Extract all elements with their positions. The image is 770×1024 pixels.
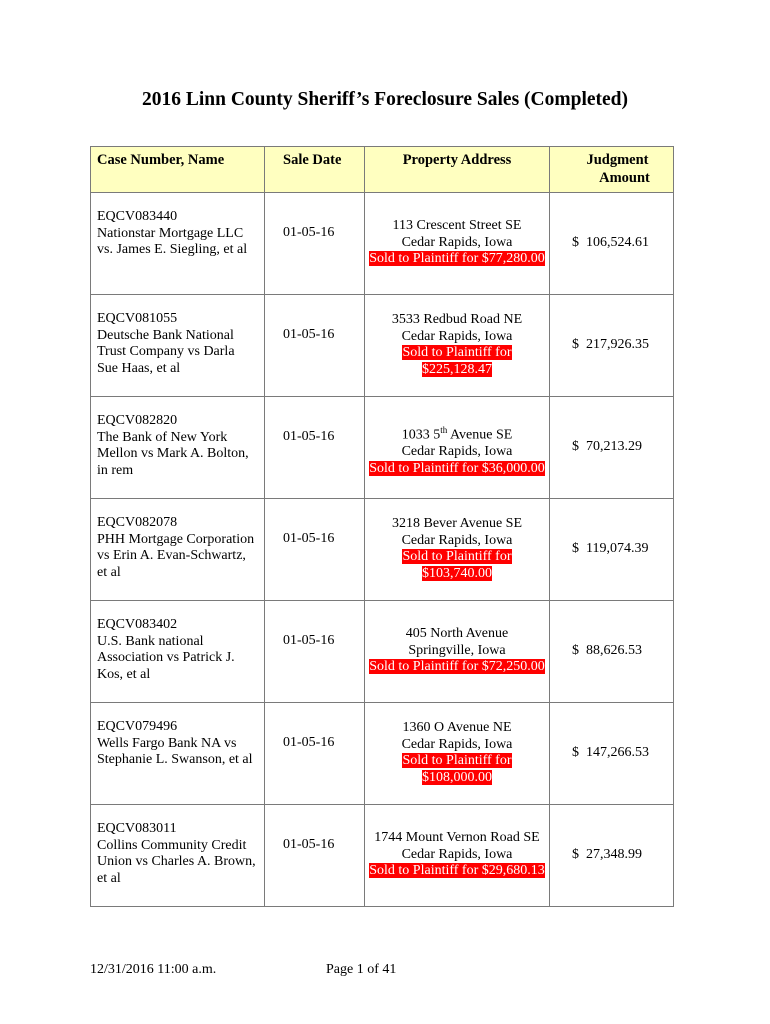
- property-city: Cedar Rapids, Iowa: [401, 328, 513, 344]
- sale-date: 01-05-16: [283, 531, 335, 546]
- property-address-cell: [365, 193, 550, 295]
- sale-date: 01-05-16: [283, 429, 335, 444]
- sold-to-plaintiff-highlight: Sold to Plaintiff for $72,250.00: [369, 659, 545, 674]
- footer-datetime: 12/31/2016 11:00 a.m.: [90, 962, 217, 977]
- ordinal-suffix: th: [440, 425, 448, 435]
- table-row: [91, 193, 674, 295]
- sale-result-line: [365, 549, 549, 566]
- sold-to-plaintiff-highlight: Sold to Plaintiff for $29,680.13: [369, 863, 545, 878]
- sold-to-plaintiff-highlight: Sold to Plaintiff for: [402, 549, 512, 564]
- case-cell: [91, 499, 265, 601]
- property-address-cell: [365, 703, 550, 805]
- property-street: 3218 Bever Avenue SE: [392, 516, 522, 531]
- judgment-amount: $ 27,348.99: [572, 847, 642, 862]
- case-party-line: The Bank of New York: [97, 429, 228, 445]
- case-cell: [91, 295, 265, 397]
- property-street: 3533 Redbud Road NE: [391, 312, 523, 327]
- judgment-amount: $ 70,213.29: [572, 439, 642, 454]
- column-header-property-address: Property Address: [365, 147, 550, 193]
- case-cell: [91, 805, 265, 907]
- case-number: EQCV082820: [97, 413, 178, 428]
- property-address-cell: [365, 805, 550, 907]
- street-name: Avenue SE: [447, 427, 513, 443]
- case-party-line: Trust Company vs Darla: [97, 344, 235, 359]
- case-cell: [91, 397, 265, 499]
- case-number: EQCV083402: [97, 617, 178, 632]
- judgment-amount-cell: [550, 703, 674, 805]
- sale-date: 01-05-16: [283, 327, 335, 342]
- sale-date-cell: [265, 295, 365, 397]
- property-city: Cedar Rapids, Iowa: [401, 736, 513, 752]
- judgment-amount-cell: [550, 295, 674, 397]
- judgment-amount: $ 88,626.53: [572, 643, 642, 658]
- property-city: Springville, Iowa: [408, 642, 506, 658]
- sale-result-line: [365, 461, 549, 478]
- case-party-line: Mellon vs Mark A. Bolton,: [97, 446, 249, 461]
- property-city: Cedar Rapids, Iowa: [401, 234, 513, 250]
- foreclosure-sales-table: [90, 146, 674, 907]
- sale-date-cell: [265, 193, 365, 295]
- property-street: 1360 O Avenue NE: [402, 720, 512, 735]
- case-party-line: Collins Community Credit: [97, 837, 247, 853]
- case-party-line: vs. James E. Siegling, et al: [97, 242, 248, 257]
- case-cell: [91, 601, 265, 703]
- sale-date: 01-05-16: [283, 837, 335, 852]
- case-party-line: Union vs Charles A. Brown,: [97, 854, 256, 869]
- sale-result-line: [365, 863, 549, 880]
- sale-result-line: [365, 345, 549, 362]
- property-street: 405 North Avenue: [405, 626, 509, 641]
- sale-date: 01-05-16: [283, 735, 335, 750]
- sale-result-line: [365, 753, 549, 770]
- case-cell: [91, 703, 265, 805]
- case-cell: [91, 193, 265, 295]
- sale-date-cell: [265, 805, 365, 907]
- property-address-cell: [365, 601, 550, 703]
- sale-result-line: [365, 251, 549, 268]
- sale-result-line: [365, 362, 549, 379]
- case-party-line: PHH Mortgage Corporation: [97, 531, 255, 547]
- property-city: Cedar Rapids, Iowa: [401, 532, 513, 548]
- sold-to-plaintiff-highlight: Sold to Plaintiff for: [402, 345, 512, 360]
- property-address-cell: [365, 397, 550, 499]
- sold-to-plaintiff-highlight: Sold to Plaintiff for: [402, 753, 512, 768]
- street-number: 1033 5: [401, 427, 441, 443]
- judgment-amount: $ 106,524.61: [572, 235, 649, 250]
- judgment-header-line2: Amount: [599, 170, 650, 186]
- case-party-line: Sue Haas, et al: [97, 360, 181, 376]
- table-row: [91, 601, 674, 703]
- property-address-cell: [365, 499, 550, 601]
- property-street: 113 Crescent Street SE: [392, 218, 522, 233]
- judgment-amount: $ 119,074.39: [572, 541, 649, 556]
- property-address-cell: [365, 295, 550, 397]
- sold-to-plaintiff-highlight: $108,000.00: [422, 769, 492, 785]
- sold-to-plaintiff-highlight: $225,128.47: [422, 361, 492, 377]
- sale-result-line: [365, 770, 549, 787]
- table-row: [91, 805, 674, 907]
- sale-date: 01-05-16: [283, 633, 335, 648]
- judgment-amount: $ 217,926.35: [572, 337, 649, 352]
- table-row: [91, 499, 674, 601]
- property-street: [365, 422, 549, 444]
- case-party-line: et al: [97, 564, 121, 580]
- sale-result-line: [365, 659, 549, 676]
- judgment-amount-cell: [550, 193, 674, 295]
- judgment-amount-cell: [550, 805, 674, 907]
- column-header-judgment-amount: [550, 147, 674, 193]
- judgment-amount: $ 147,266.53: [572, 745, 649, 760]
- table-row: [91, 295, 674, 397]
- page-title: 2016 Linn County Sheriff’s Foreclosure Sales (Completed): [141, 89, 629, 110]
- case-number: EQCV081055: [97, 311, 178, 326]
- case-party-line: Nationstar Mortgage LLC: [97, 225, 244, 241]
- sale-date-cell: [265, 601, 365, 703]
- case-party-line: Association vs Patrick J.: [97, 650, 235, 665]
- case-party-line: Kos, et al: [97, 666, 151, 682]
- table-header-row: [91, 147, 674, 193]
- sale-result-line: [365, 566, 549, 583]
- table-row: [91, 703, 674, 805]
- case-party-line: in rem: [97, 462, 134, 478]
- case-number: EQCV082078: [97, 515, 178, 530]
- property-street: 1744 Mount Vernon Road SE: [374, 830, 540, 845]
- judgment-header-line1: Judgment: [586, 152, 649, 168]
- sale-date: 01-05-16: [283, 225, 335, 240]
- table-row: [91, 397, 674, 499]
- footer-page-number: Page 1 of 41: [326, 962, 397, 977]
- sold-to-plaintiff-highlight: $103,740.00: [422, 565, 492, 581]
- sold-to-plaintiff-highlight: Sold to Plaintiff for $36,000.00: [369, 460, 545, 476]
- case-number: EQCV083440: [97, 209, 178, 224]
- case-number: EQCV079496: [97, 719, 178, 734]
- case-party-line: et al: [97, 870, 121, 886]
- judgment-amount-cell: [550, 499, 674, 601]
- sale-date-cell: [265, 397, 365, 499]
- sale-date-cell: [265, 703, 365, 805]
- property-city: Cedar Rapids, Iowa: [401, 846, 513, 862]
- column-header-sale-date: Sale Date: [265, 147, 365, 193]
- sale-date-cell: [265, 499, 365, 601]
- property-city: Cedar Rapids, Iowa: [401, 444, 513, 460]
- case-party-line: U.S. Bank national: [97, 633, 204, 649]
- column-header-case: Case Number, Name: [91, 147, 265, 193]
- case-party-line: Deutsche Bank National: [97, 327, 234, 343]
- case-party-line: Wells Fargo Bank NA vs: [97, 735, 237, 751]
- judgment-amount-cell: [550, 601, 674, 703]
- sold-to-plaintiff-highlight: Sold to Plaintiff for $77,280.00: [369, 251, 545, 266]
- case-party-line: Stephanie L. Swanson, et al: [97, 752, 253, 767]
- case-number: EQCV083011: [97, 821, 177, 836]
- judgment-amount-cell: [550, 397, 674, 499]
- case-party-line: vs Erin A. Evan-Schwartz,: [97, 548, 246, 563]
